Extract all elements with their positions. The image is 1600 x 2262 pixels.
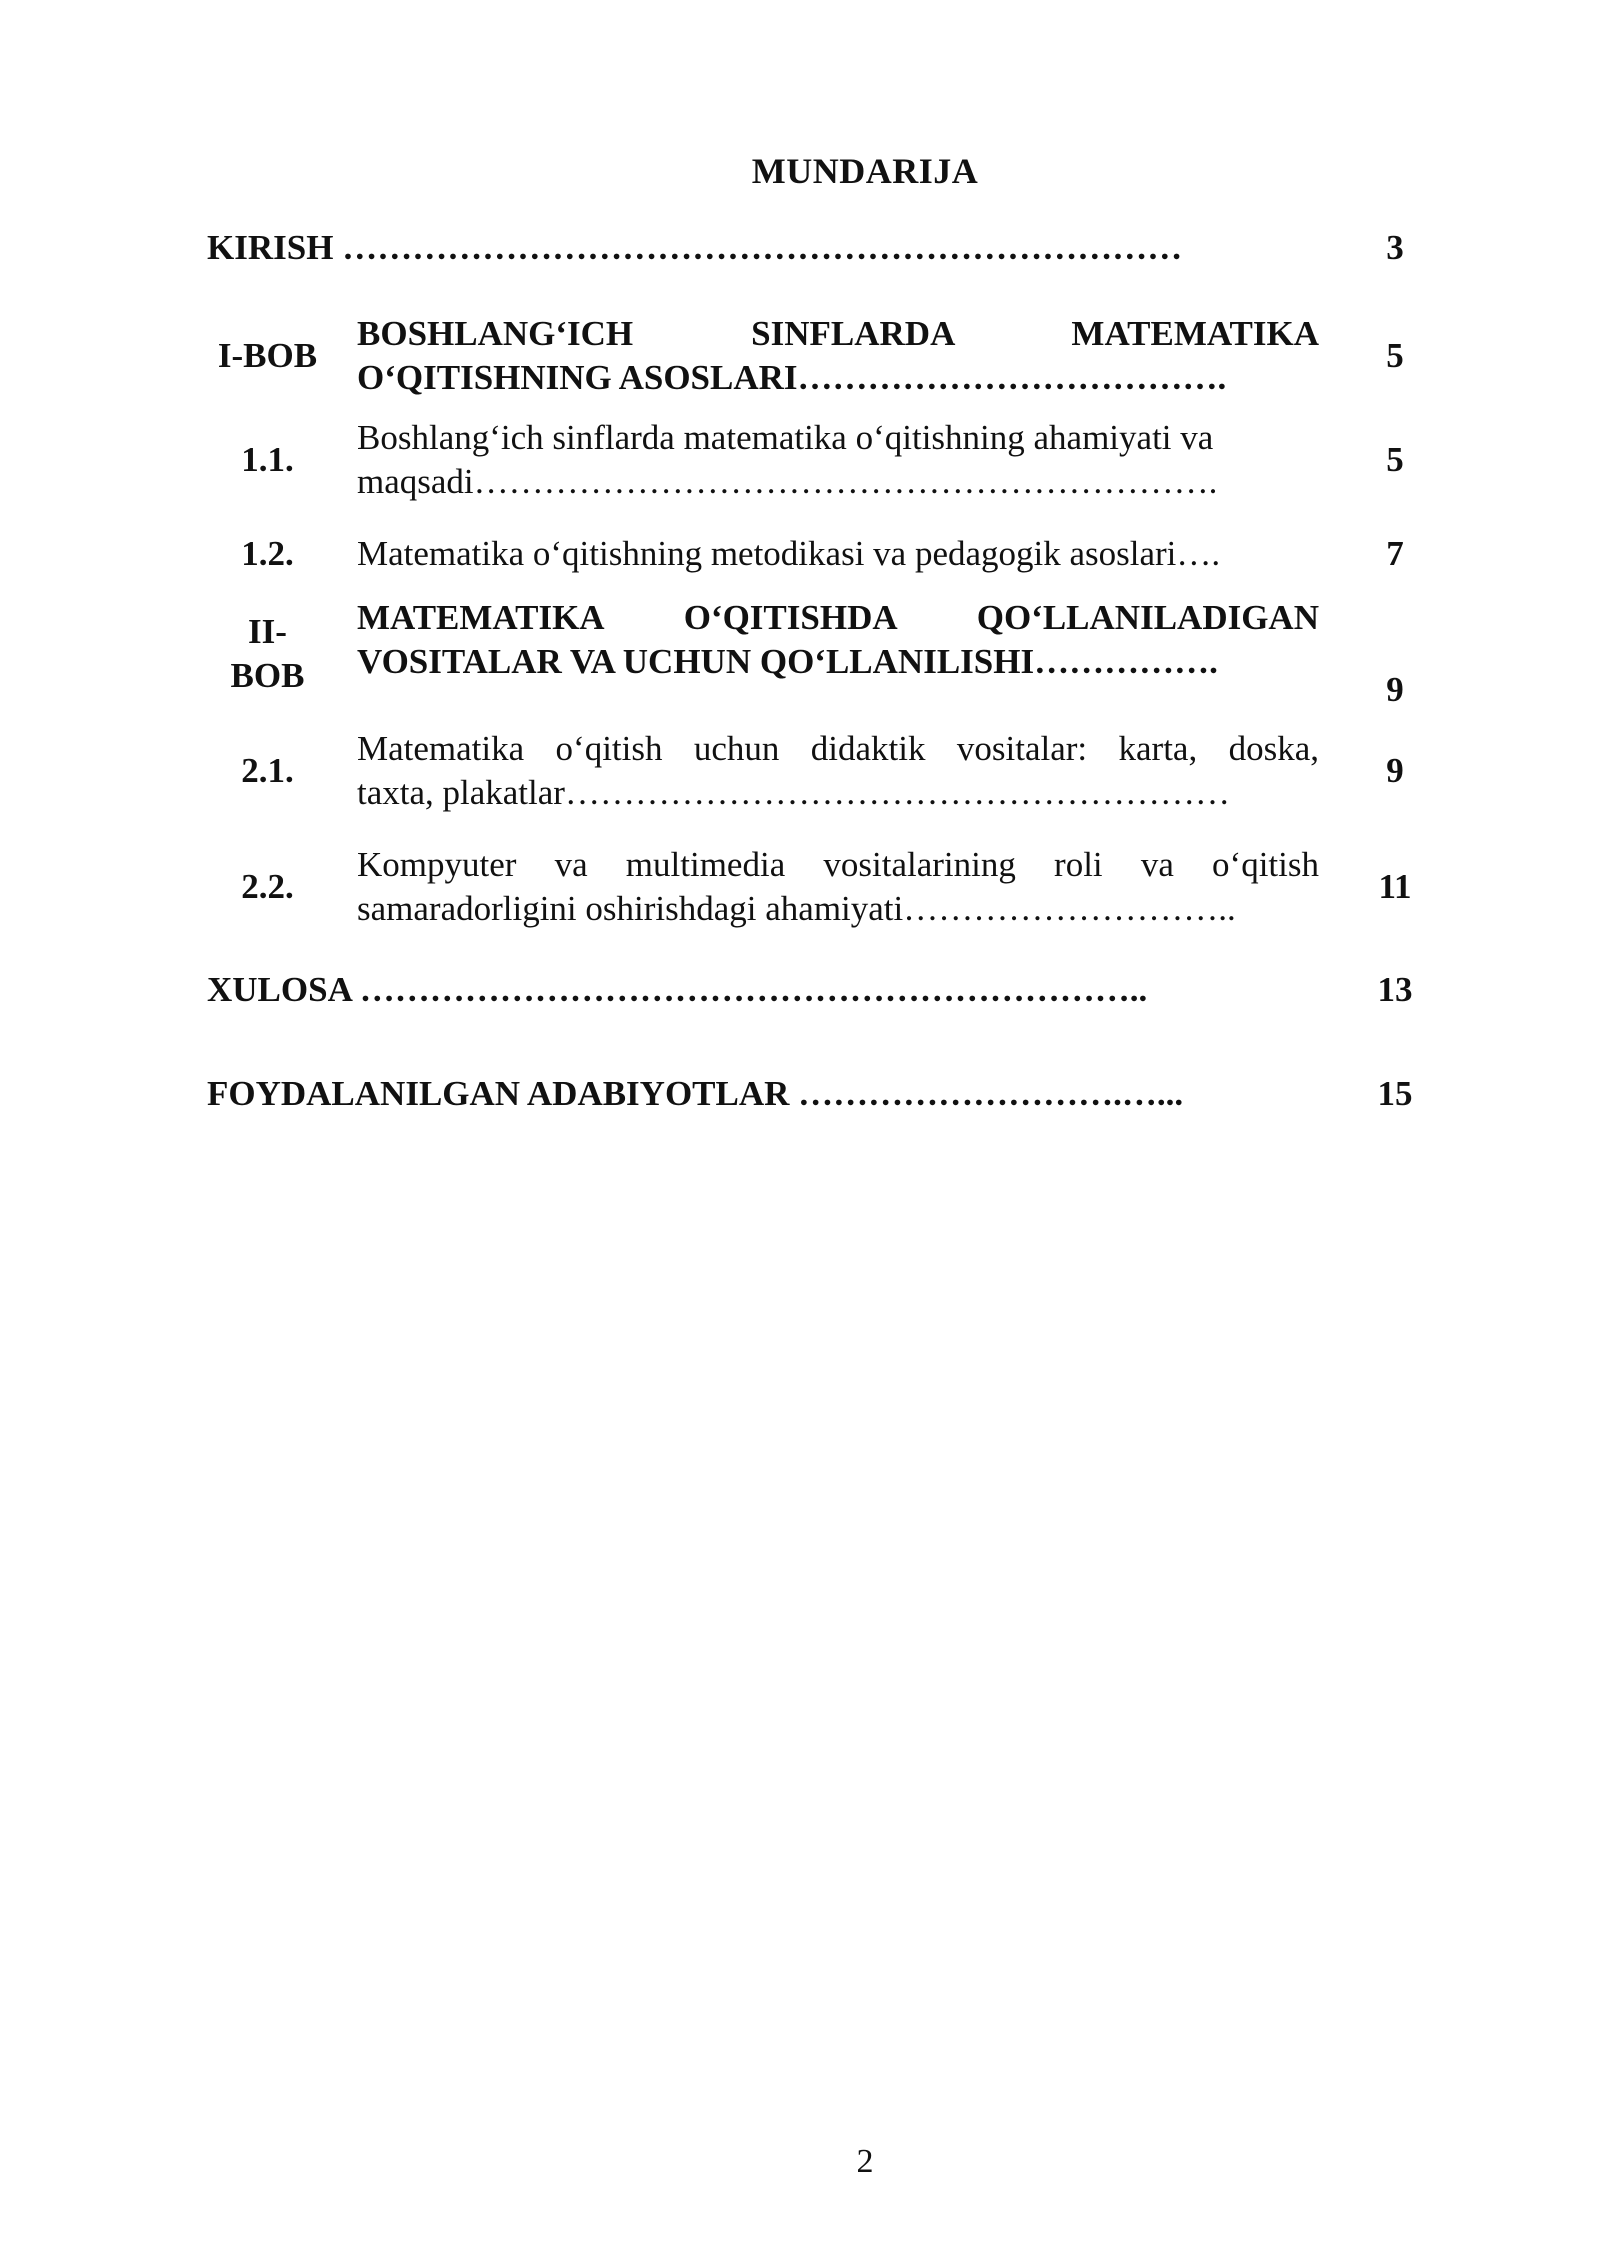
toc-title-line: O‘QITISHNING ASOSLARI……………………………….: [357, 358, 1227, 397]
toc-title-line: taxta, plakatlar…………………………………………………: [357, 773, 1230, 812]
toc-entry-conclusion-text: [207, 968, 1327, 1012]
toc-title-line: samaradorligini oshirishdagi ahamiyati………………………..: [357, 889, 1236, 928]
toc-leader-dots: ……………………….…...: [798, 1074, 1184, 1113]
toc-title-line: Boshlang‘ich sinflarda matematika o‘qitishning ahamiyati va: [357, 418, 1214, 457]
toc-chapter-number: [205, 610, 330, 698]
toc-section-title: [357, 416, 1319, 504]
toc-section-number: 2.1.: [241, 751, 294, 790]
toc-title-line: Kompyuter va multimedia vositalarining roli va o‘qitish: [357, 845, 1319, 884]
toc-page-number: 9: [1386, 670, 1404, 709]
toc-section-title: [357, 843, 1319, 931]
toc-page-number: 13: [1377, 970, 1413, 1009]
toc-page-number: 5: [1386, 440, 1404, 479]
toc-entry-intro-text: [207, 226, 1327, 270]
toc-chapter-number: I-BOB: [217, 336, 318, 375]
toc-title-line: MATEMATIKA O‘QITISHDA QO‘LLANILADIGAN: [357, 598, 1319, 637]
toc-page-number: 7: [1386, 534, 1404, 573]
toc-title-line: VOSITALAR VA UCHUN QO‘LLANILISHI…………….: [357, 642, 1218, 681]
toc-leader-dots: ………………………………………………………………: [342, 228, 1183, 267]
page-number: 2: [856, 2143, 874, 2180]
toc-chapter-number-line: II-: [248, 612, 287, 651]
toc-leader-dots: …………………………………………………………..: [359, 970, 1148, 1009]
toc-page-number: 11: [1378, 867, 1412, 906]
toc-title-line: Matematika o‘qitish uchun didaktik vositalar: karta, doska,: [357, 729, 1319, 768]
toc-entry-references-text: [207, 1072, 1327, 1116]
toc-page-number: 5: [1386, 336, 1404, 375]
toc-chapter-title: [357, 596, 1319, 684]
toc-section-number: 2.2.: [241, 867, 294, 906]
toc-title-line: BOSHLANG‘ICH SINFLARDA MATEMATIKA: [357, 314, 1319, 353]
toc-entry-label: XULOSA: [207, 970, 351, 1009]
toc-chapter-title: [357, 312, 1319, 400]
toc-section-number: 1.1.: [241, 440, 294, 479]
toc-page-number: 3: [1386, 228, 1404, 267]
toc-section-title: [357, 727, 1319, 815]
toc-page-number: 9: [1386, 751, 1404, 790]
toc-entry-label: FOYDALANILGAN ADABIYOTLAR: [207, 1074, 790, 1113]
toc-page-number: 15: [1377, 1074, 1413, 1113]
toc-section-title: Matematika o‘qitishning metodikasi va pedagogik asoslari….: [357, 534, 1221, 573]
toc-chapter-number-line: BOB: [230, 656, 305, 695]
toc-section-number: 1.2.: [241, 534, 294, 573]
toc-title-line: maqsadi……………………………………………………….: [357, 462, 1218, 501]
toc-heading: MUNDARIJA: [751, 151, 979, 191]
toc-entry-label: KIRISH: [207, 228, 334, 267]
